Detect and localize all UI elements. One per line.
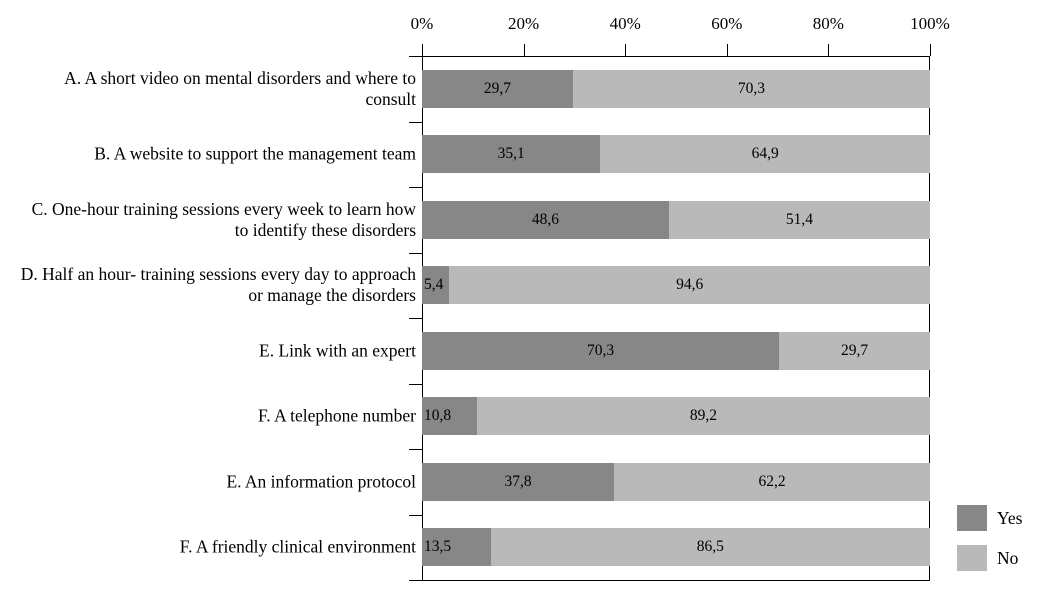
- category-label: D. Half an hour- training sessions every day to approach or manage the disorders: [20, 264, 416, 306]
- legend-label: No: [997, 547, 1019, 568]
- bar-value-label: 51,4: [785, 210, 813, 228]
- x-tick-label: 40%: [609, 14, 641, 33]
- chart-row: [0, 332, 1043, 370]
- x-tick-mark: [727, 44, 728, 56]
- legend-swatch: [957, 505, 987, 531]
- bar-segment-no: [573, 70, 930, 108]
- bar-track: [422, 397, 930, 435]
- y-tick-mark: [409, 253, 422, 254]
- legend-label: Yes: [997, 507, 1023, 528]
- bar-segment-yes: [422, 201, 669, 239]
- bar-value-label: 35,1: [497, 145, 525, 163]
- bar-segment-no: [449, 266, 930, 304]
- bar-value-label: 70,3: [586, 341, 615, 359]
- x-tick-label: 100%: [910, 14, 950, 33]
- category-label: F. A telephone number: [257, 405, 416, 426]
- y-tick-mark: [409, 122, 422, 123]
- chart-legend: [957, 505, 1022, 585]
- bar-segment-no: [779, 332, 930, 370]
- bar-track: [422, 528, 930, 566]
- bar-track: [422, 70, 930, 108]
- y-tick-mark: [409, 318, 422, 319]
- bar-segment-no: [669, 201, 930, 239]
- y-tick-mark: [409, 449, 422, 450]
- x-tick-mark: [524, 44, 525, 56]
- x-axis-ticks: [0, 0, 1043, 56]
- legend-item: [957, 505, 1022, 531]
- x-tick-mark: [625, 44, 626, 56]
- chart-row: [0, 528, 1043, 566]
- chart-row: [0, 397, 1043, 435]
- bar-value-label: 64,9: [751, 145, 779, 163]
- bar-value-label: 29,7: [483, 79, 511, 97]
- bar-value-label: 70,3: [737, 79, 765, 97]
- bar-segment-no: [491, 528, 930, 566]
- bar-value-label: 13,5: [424, 538, 452, 556]
- x-axis-bottom-line: [422, 580, 930, 581]
- bar-segment-no: [477, 397, 930, 435]
- bar-value-label: 89,2: [689, 407, 717, 425]
- y-tick-mark: [409, 384, 422, 385]
- y-tick-mark: [409, 187, 422, 188]
- bar-value-label: 48,6: [531, 210, 559, 228]
- bar-value-label: 86,5: [696, 538, 724, 556]
- bar-segment-yes: [422, 528, 491, 566]
- x-tick-label: 60%: [711, 14, 743, 33]
- x-tick-mark: [828, 44, 829, 56]
- bar-segment-yes: [422, 332, 779, 370]
- bar-segment-no: [600, 135, 930, 173]
- y-tick-mark: [409, 56, 422, 57]
- legend-swatch: [957, 545, 987, 571]
- category-label: F. A friendly clinical environment: [179, 536, 416, 557]
- x-tick-label: 0%: [410, 14, 434, 33]
- bar-value-label: 62,2: [758, 472, 786, 490]
- bar-segment-yes: [422, 70, 573, 108]
- y-tick-mark: [409, 580, 422, 581]
- chart-row: [0, 463, 1043, 501]
- x-tick-label: 20%: [508, 14, 540, 33]
- category-label: E. Link with an expert: [259, 340, 416, 361]
- chart-row: [0, 67, 1043, 109]
- bar-value-label: 94,6: [676, 276, 704, 294]
- category-label: A. A short video on mental disorders and where to consult: [64, 67, 416, 109]
- chart-row: [0, 266, 1043, 304]
- category-label: E. An information protocol: [226, 471, 416, 492]
- bar-value-label: 29,7: [840, 341, 869, 359]
- chart-row: [0, 198, 1043, 240]
- y-tick-mark: [409, 515, 422, 516]
- category-label: C. One-hour training sessions every week to learn how to identify these disorders: [31, 198, 416, 240]
- x-tick-mark: [422, 44, 423, 56]
- bar-segment-no: [614, 463, 930, 501]
- category-label: B. A website to support the management team: [94, 143, 416, 164]
- x-tick-mark: [930, 44, 931, 56]
- bar-track: [422, 266, 930, 304]
- bar-segment-yes: [422, 463, 614, 501]
- bar-value-label: 5,4: [424, 276, 444, 294]
- bar-segment-yes: [422, 266, 449, 304]
- bar-track: [422, 201, 930, 239]
- bar-value-label: 37,8: [504, 472, 532, 490]
- chart-row: [0, 135, 1043, 173]
- bar-segment-yes: [422, 135, 600, 173]
- bar-track: [422, 463, 930, 501]
- bar-track: [422, 135, 930, 173]
- bar-segment-yes: [422, 397, 477, 435]
- bar-track: [422, 332, 930, 370]
- x-tick-label: 80%: [812, 14, 844, 33]
- bar-value-label: 10,8: [424, 407, 452, 425]
- legend-item: [957, 545, 1022, 571]
